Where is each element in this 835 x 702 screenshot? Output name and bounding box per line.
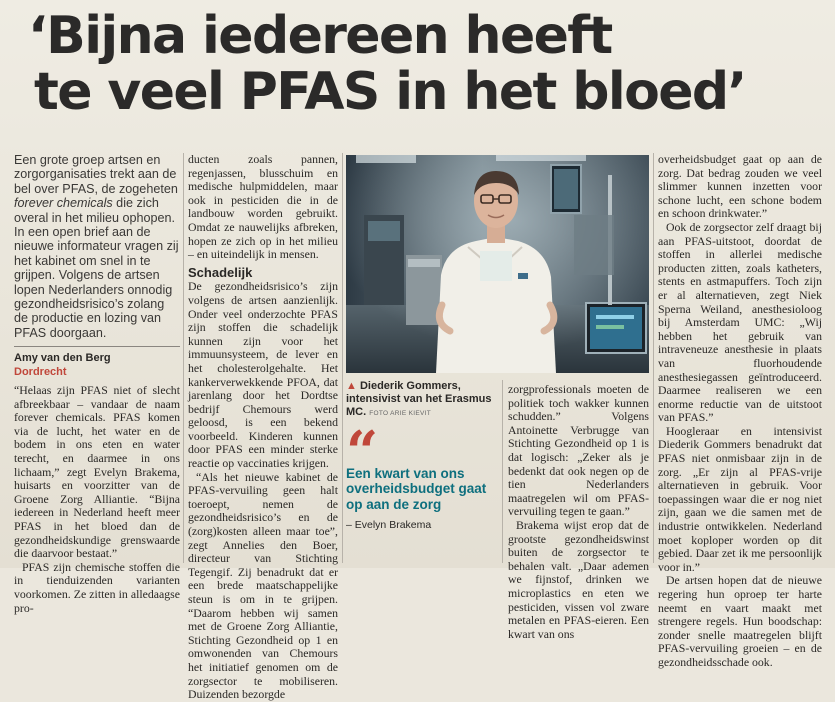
photo-caption — [346, 380, 496, 420]
hospital-portrait-image — [346, 155, 649, 373]
headline — [28, 8, 818, 120]
quote-author: – Evelyn Brakema — [346, 519, 432, 532]
column-divider — [183, 153, 184, 563]
headline-line-2: te veel PFAS in het bloed’ — [34, 62, 746, 122]
caption-text: Diederik Gommers, intensivist van het Erasmus MC. — [346, 380, 492, 418]
paragraph: Ook de zorgsector zelf draagt bij aan PFAS-uitstoot, doordat de stoffen in allerlei medische producten zitten, zoals katheters, stents en astmapuffers. Toch zijn er al alternatieven, zegt Niek Sperna Weiland, anesthesioloog bij Amsterdam UMC: „Wij hebben het gebruik van intraveneuze anesthesie in plaats van fluorhoudende anesthesiegassen geïntroduceerd. Daarmee realiseren we een enorme reductie van de uitstoot van PFAS.” — [658, 219, 822, 425]
quote-text: Een kwart van ons overheidsbudget gaat op aan de zorg — [346, 466, 487, 512]
byline-location: Dordrecht — [14, 366, 67, 378]
intro-lead — [14, 153, 180, 340]
photo-credit: FOTO ARIE KIEVIT — [369, 410, 431, 417]
paragraph: PFAS zijn chemische stoffen die in tienduizenden varianten voorkomen. Ze zitten in alledaagse pro- — [14, 559, 180, 615]
headline-line-1: ‘Bijna iedereen heeft — [28, 6, 612, 66]
paragraph: De artsen hopen dat de nieuwe regering hun oproep ter harte neemt en vaart maakt met strengere regels. Hun boodschap: zonder snelle maatregelen blijft PFAS-vervuiling groeien – en de gezondheidsschade ook. — [658, 573, 822, 669]
column-divider — [653, 153, 654, 563]
paragraph: Hoogleraar en intensivist Diederik Gommers benadrukt dat PFAS niet onmisbaar zijn in de zorg. „Er zijn al PFAS-vrije alternatieven in gebruik. Voor toepassingen waar die er nog niet zijn, gaan we die samen met de industrie ontwikkelen. Nederland moet koploper worden op dit gebied. Daar zet ik me persoonlijk voor in.” — [658, 423, 822, 574]
byline-author: Amy van den Berg — [14, 352, 111, 364]
paragraph: Brakema wijst erop dat de grootste gezondheidswinst buiten de zorgsector te behalen valt. „Daar ademen we fijnstof, drinken we microplastics en eten we pesticiden, vissen vol zware metalen en PFAS-eieren. Een kwart van ons — [508, 517, 649, 641]
article-column-5 — [658, 153, 822, 670]
section-heading: Schadelijk — [188, 264, 253, 280]
intro-text-2: die zich overal in het milieu ophopen. In een open brief aan de nieuwe informateur vragen zij het kabinet om snel in te grijpen. Volgens de artsen lopen Nederlanders onnodig gezondheidsrisico’s zolang de productie en lozing van PFAS doorgaan. — [14, 196, 179, 340]
quote-mark-icon: “ — [346, 419, 379, 485]
paragraph: overheidsbudget gaat op aan de zorg. Dat bedrag zouden we veel slimmer kunnen inzetten voor schone lucht, een schone bodem en schoon drinkwater.” — [658, 152, 822, 221]
byline-divider — [14, 346, 180, 347]
article-photo — [346, 155, 649, 373]
intro-italic: forever chemicals — [14, 196, 113, 211]
paragraph: ducten zoals pannen, regenjassen, blusschuim en medische hulpmiddelen, maar ook in pesticiden die in de landbouw worden gebruikt. Omdat ze nauwelijks afbreken, hopen ze zich op in het milieu – en uiteindelijk in mensen. — [188, 152, 338, 262]
column-divider — [342, 153, 343, 563]
paragraph: zorgprofessionals moeten de politiek toch wakker kunnen schudden.” Volgens Antoinette Verbrugge van Stichting Gezondheid op 1 is dat logisch: „Zeker als je bedenkt dat ook negen op de tien Nederlanders maatregelen wil om PFAS-vervuiling tegen te gaan.” — [508, 382, 649, 519]
paragraph: “Als het nieuwe kabinet de PFAS-vervuiling geen halt toeroept, nemen de gezondheidsrisico’s en de (zorg)kosten alleen maar toe”, zegt Annelies den Boer, directeur van Stichting Tegengif. Zij benadrukt dat er een brede maatschappelijke steun is om in te grijpen. “Daarom hebben wij samen met de Groene Zorg Alliantie, Stichting Gezondheid op 1 en omwonenden van Chemours het initiatief genomen om de zorgsector te mobiliseren. Duizenden bezorgde — [188, 469, 338, 702]
column-divider — [502, 380, 503, 563]
paragraph: De gezondheidsrisico’s zijn volgens de artsen aanzienlijk. Onder veel onderzochte PFAS zijn stoffen die schadelijk kunnen zijn voor het immuunsysteem, de lever en het cholesterolgehalte. Het kankerverwekkende PFOA, dat jarenlang door het Dordtse bedrijf Chemours werd geloosd, is een bekend voorbeeld. Kinderen kunnen door PFAS een minder sterke reactie op vaccinaties krijgen. — [188, 279, 338, 471]
article-column-2 — [188, 153, 338, 702]
paragraph: “Helaas zijn PFAS niet of slecht afbreekbaar – vandaar de naam forever chemicals. PFAS komen via de lucht, het water en de bodem in ons eten en water terecht, en daarmee in ons lichaam,” zegt Evelyn Brakema, huisarts en voorzitter van de Groene Zorg Alliantie. “Bijna iedereen in Nederland heeft meer PFAS in het bloed dan de gezondheidskundige grenswaarde die daarvoor bestaat.” — [14, 383, 180, 561]
article-column-4 — [508, 383, 649, 641]
pull-quote — [346, 419, 496, 532]
intro-text-1: Een grote groep artsen en zorgorganisaties trekt aan de bel over PFAS, de zogeheten — [14, 153, 178, 196]
triangle-icon: ▲ — [346, 380, 357, 392]
article-column-1 — [14, 384, 180, 615]
